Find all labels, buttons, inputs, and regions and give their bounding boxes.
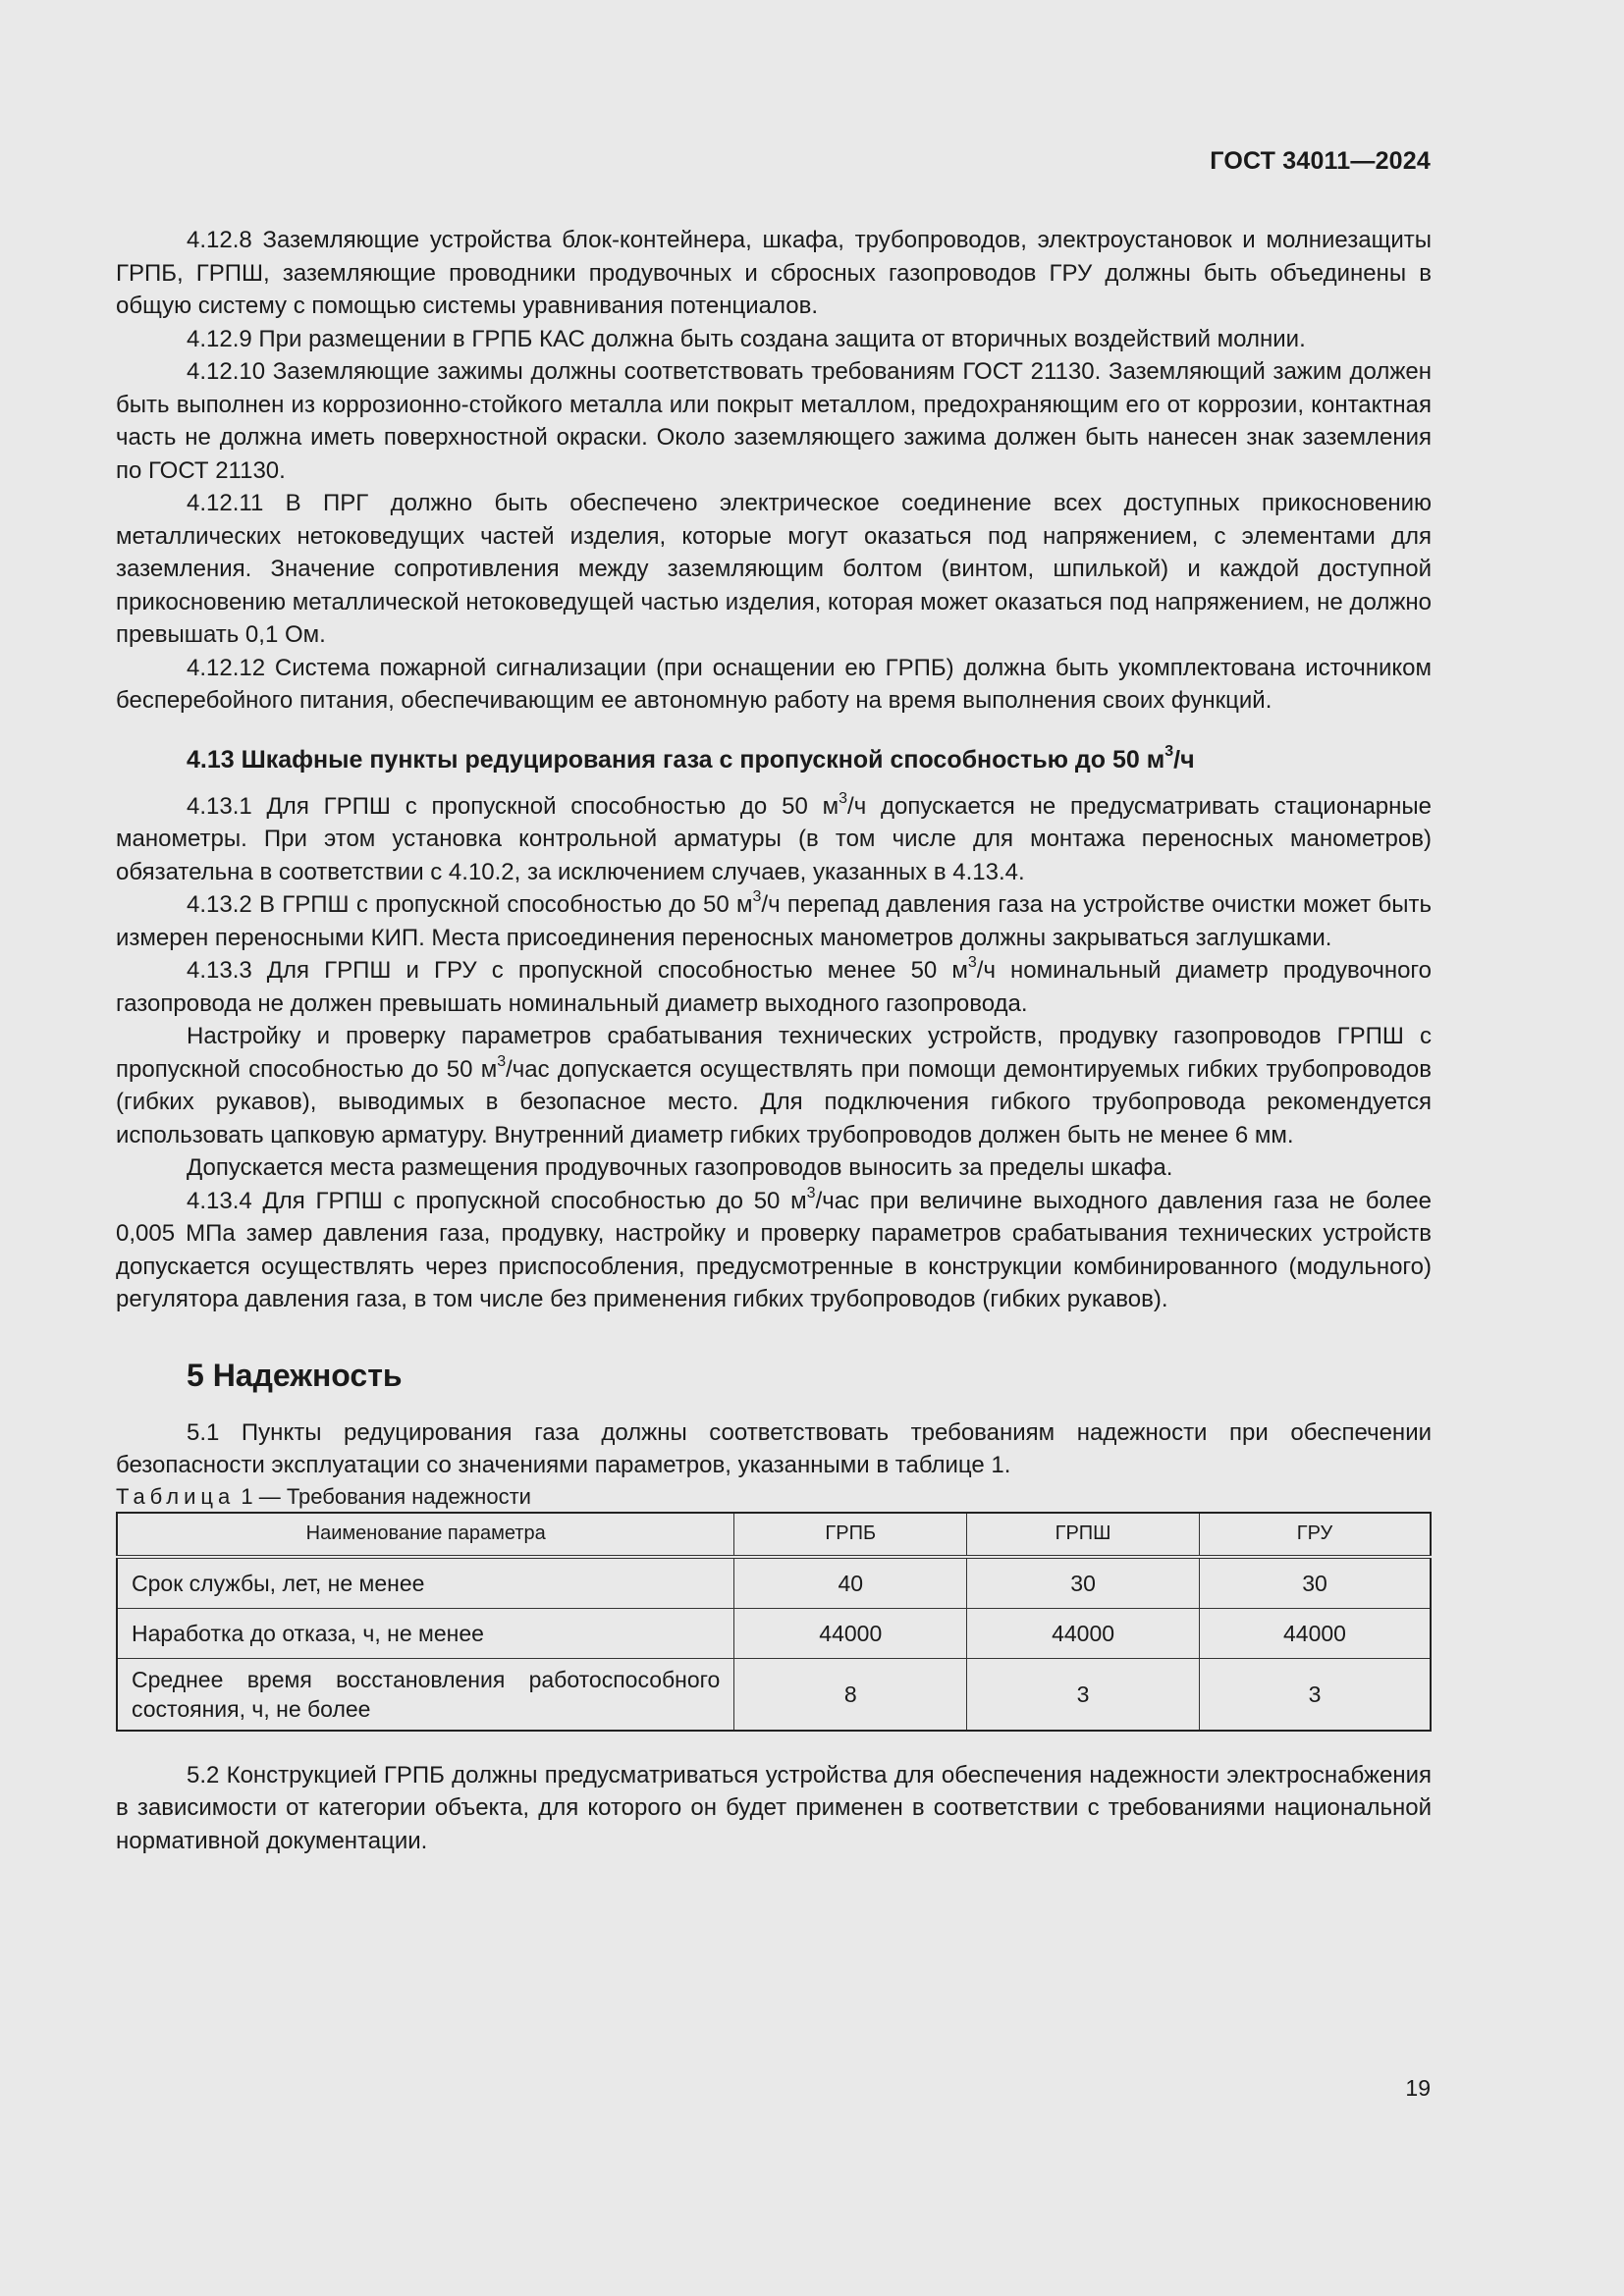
section-4-13-heading-unit: /ч	[1173, 745, 1195, 774]
text-part: /ч допускается не предусматривать стационарные манометры. При этом установка контрольной арматуры (в том числе для монтажа переносных манометров) обязательна в соответствии с 4.10.2, за исключением случаев, указанных в 4.13.4.	[116, 792, 1432, 885]
table-cell-value: 44000	[967, 1608, 1200, 1658]
paragraph-4-13-3	[116, 954, 1432, 1020]
table-cell-value: 3	[1199, 1658, 1431, 1731]
superscript: 3	[752, 888, 762, 905]
table-row	[117, 1608, 1431, 1658]
paragraph-4-13-4	[116, 1185, 1432, 1316]
table-caption-title: 1 — Требования надежности	[241, 1483, 531, 1509]
column-header-grpb: ГРПБ	[734, 1513, 967, 1557]
superscript: 3	[839, 789, 848, 807]
table-caption-word: Таблица	[116, 1483, 236, 1509]
text-part: Настройку и проверку параметров срабатывания технических устройств, продувку газопроводов ГРПШ с пропускной способностью до 50 м	[116, 1023, 1432, 1083]
section-5-heading: 5 Надежность	[187, 1357, 403, 1393]
paragraph-4-13-1	[116, 790, 1432, 889]
table-cell-value: 30	[967, 1557, 1200, 1609]
table-cell-parameter: Среднее время восстановления работоспособного состояния, ч, не более	[117, 1658, 734, 1731]
text-part: /ч номинальный диаметр продувочного газопровода не должен превышать номинальный диаметр выходного газопровода.	[116, 957, 1433, 1017]
section-4-13-heading-text: 4.13 Шкафные пункты редуцирования газа с пропускной способностью до 50 м	[187, 745, 1165, 774]
section-4-13-heading	[187, 743, 1432, 776]
paragraph-5-2: 5.2 Конструкцией ГРПБ должны предусматриваться устройства для обеспечения надежности электроснабжения в зависимости от категории объекта, для которого он будет применен в соответствии с требованиями национальной нормативной документации.	[116, 1761, 1432, 1854]
text-part: 4.13.1 Для ГРПШ с пропускной способностью до 50 м	[187, 792, 839, 820]
column-header-gru: ГРУ	[1199, 1513, 1431, 1557]
text-part: /час допускается осуществлять при помощи демонтируемых гибких трубопроводов (гибких рукавов), выводимых в безопасное место. Для подключения гибкого трубопровода рекомендуется использовать цапковую арматуру. Внутренний диаметр гибких трубопроводов должен быть не менее 6 мм.	[116, 1055, 1433, 1148]
table-cell-value: 8	[734, 1658, 967, 1731]
table-cell-value: 44000	[1199, 1608, 1431, 1658]
table-cell-value: 44000	[734, 1608, 967, 1658]
column-header-parameter: Наименование параметра	[117, 1513, 734, 1557]
paragraph-4-12-12: 4.12.12 Система пожарной сигнализации (при оснащении ею ГРПБ) должна быть укомплектована источником бесперебойного питания, обеспечивающим ее автономную работу на время выполнения своих функций.	[116, 654, 1432, 714]
table-cell-value: 30	[1199, 1557, 1431, 1609]
text-part: 4.13.2 В ГРПШ с пропускной способностью до 50 м	[187, 891, 753, 918]
page-content	[116, 224, 1432, 1857]
text-part: 4.13.4 Для ГРПШ с пропускной способностью до 50 м	[187, 1187, 807, 1214]
superscript: 3	[806, 1184, 816, 1201]
paragraph-4-13-3-settings	[116, 1020, 1432, 1151]
reliability-table	[116, 1512, 1432, 1732]
table-row	[117, 1658, 1431, 1731]
column-header-grpsh: ГРПШ	[967, 1513, 1200, 1557]
paragraph-5-1: 5.1 Пункты редуцирования газа должны соответствовать требованиям надежности при обеспечении безопасности эксплуатации со значениями параметров, указанными в таблице 1.	[116, 1418, 1432, 1478]
paragraph-4-12-8: 4.12.8 Заземляющие устройства блок-контейнера, шкафа, трубопроводов, электроустановок и молниезащиты ГРПБ, ГРПШ, заземляющие проводники продувочных и сбросных газопроводов ГРУ должны быть объединены в общую систему с помощью системы уравнивания потенциалов.	[116, 227, 1432, 319]
table-cell-parameter: Срок службы, лет, не менее	[117, 1557, 734, 1609]
table-caption	[116, 1482, 1432, 1512]
table-cell-value: 40	[734, 1557, 967, 1609]
table-cell-parameter: Наработка до отказа, ч, не менее	[117, 1608, 734, 1658]
paragraph-4-13-2	[116, 888, 1432, 954]
paragraph-4-12-10: 4.12.10 Заземляющие зажимы должны соответствовать требованиям ГОСТ 21130. Заземляющий зажим должен быть выполнен из коррозионно-стойкого металла или покрыт металлом, предохраняющим его от коррозии, контактная часть не должна иметь поверхностной окраски. Около заземляющего зажима должен быть нанесен знак заземления по ГОСТ 21130.	[116, 358, 1432, 484]
page-number: 19	[1405, 2075, 1431, 2101]
text-part: /ч перепад давления газа на устройстве очистки может быть измерен переносными КИП. Места присоединения переносных манометров должны закрываться заглушками.	[116, 891, 1432, 951]
document-id-header: ГОСТ 34011—2024	[1210, 147, 1431, 175]
paragraph-4-12-9: 4.12.9 При размещении в ГРПБ КАС должна быть создана защита от вторичных воздействий молнии.	[187, 325, 1306, 352]
superscript: 3	[497, 1052, 507, 1070]
superscript: 3	[967, 954, 977, 971]
table-header-row	[117, 1513, 1431, 1557]
paragraph-4-12-11: 4.12.11 В ПРГ должно быть обеспечено электрическое соединение всех доступных прикосновению металлических нетоковедущих частей изделия, которые могут оказаться под напряжением, с элементами для заземления. Значение сопротивления между заземляющим болтом (винтом, шпилькой) и каждой доступной прикосновению металлической нетоковедущей частью изделия, которая может оказаться под напряжением, не должно превышать 0,1 Ом.	[116, 490, 1432, 648]
text-part: 4.13.3 Для ГРПШ и ГРУ с пропускной способностью менее 50 м	[187, 957, 968, 984]
superscript: 3	[1164, 743, 1174, 761]
table-row	[117, 1557, 1431, 1609]
table-cell-value: 3	[967, 1658, 1200, 1731]
paragraph-4-13-3-placement: Допускается места размещения продувочных газопроводов выносить за пределы шкафа.	[187, 1154, 1173, 1181]
text-part: /час при величине выходного давления газа не более 0,005 МПа замер давления газа, продувку, настройку и проверку параметров срабатывания технических устройств допускается осуществлять через приспособления, предусмотренные в конструкции комбинированного (модульного) регулятора давления газа, в том числе без применения гибких трубопроводов (гибких рукавов).	[116, 1187, 1432, 1312]
